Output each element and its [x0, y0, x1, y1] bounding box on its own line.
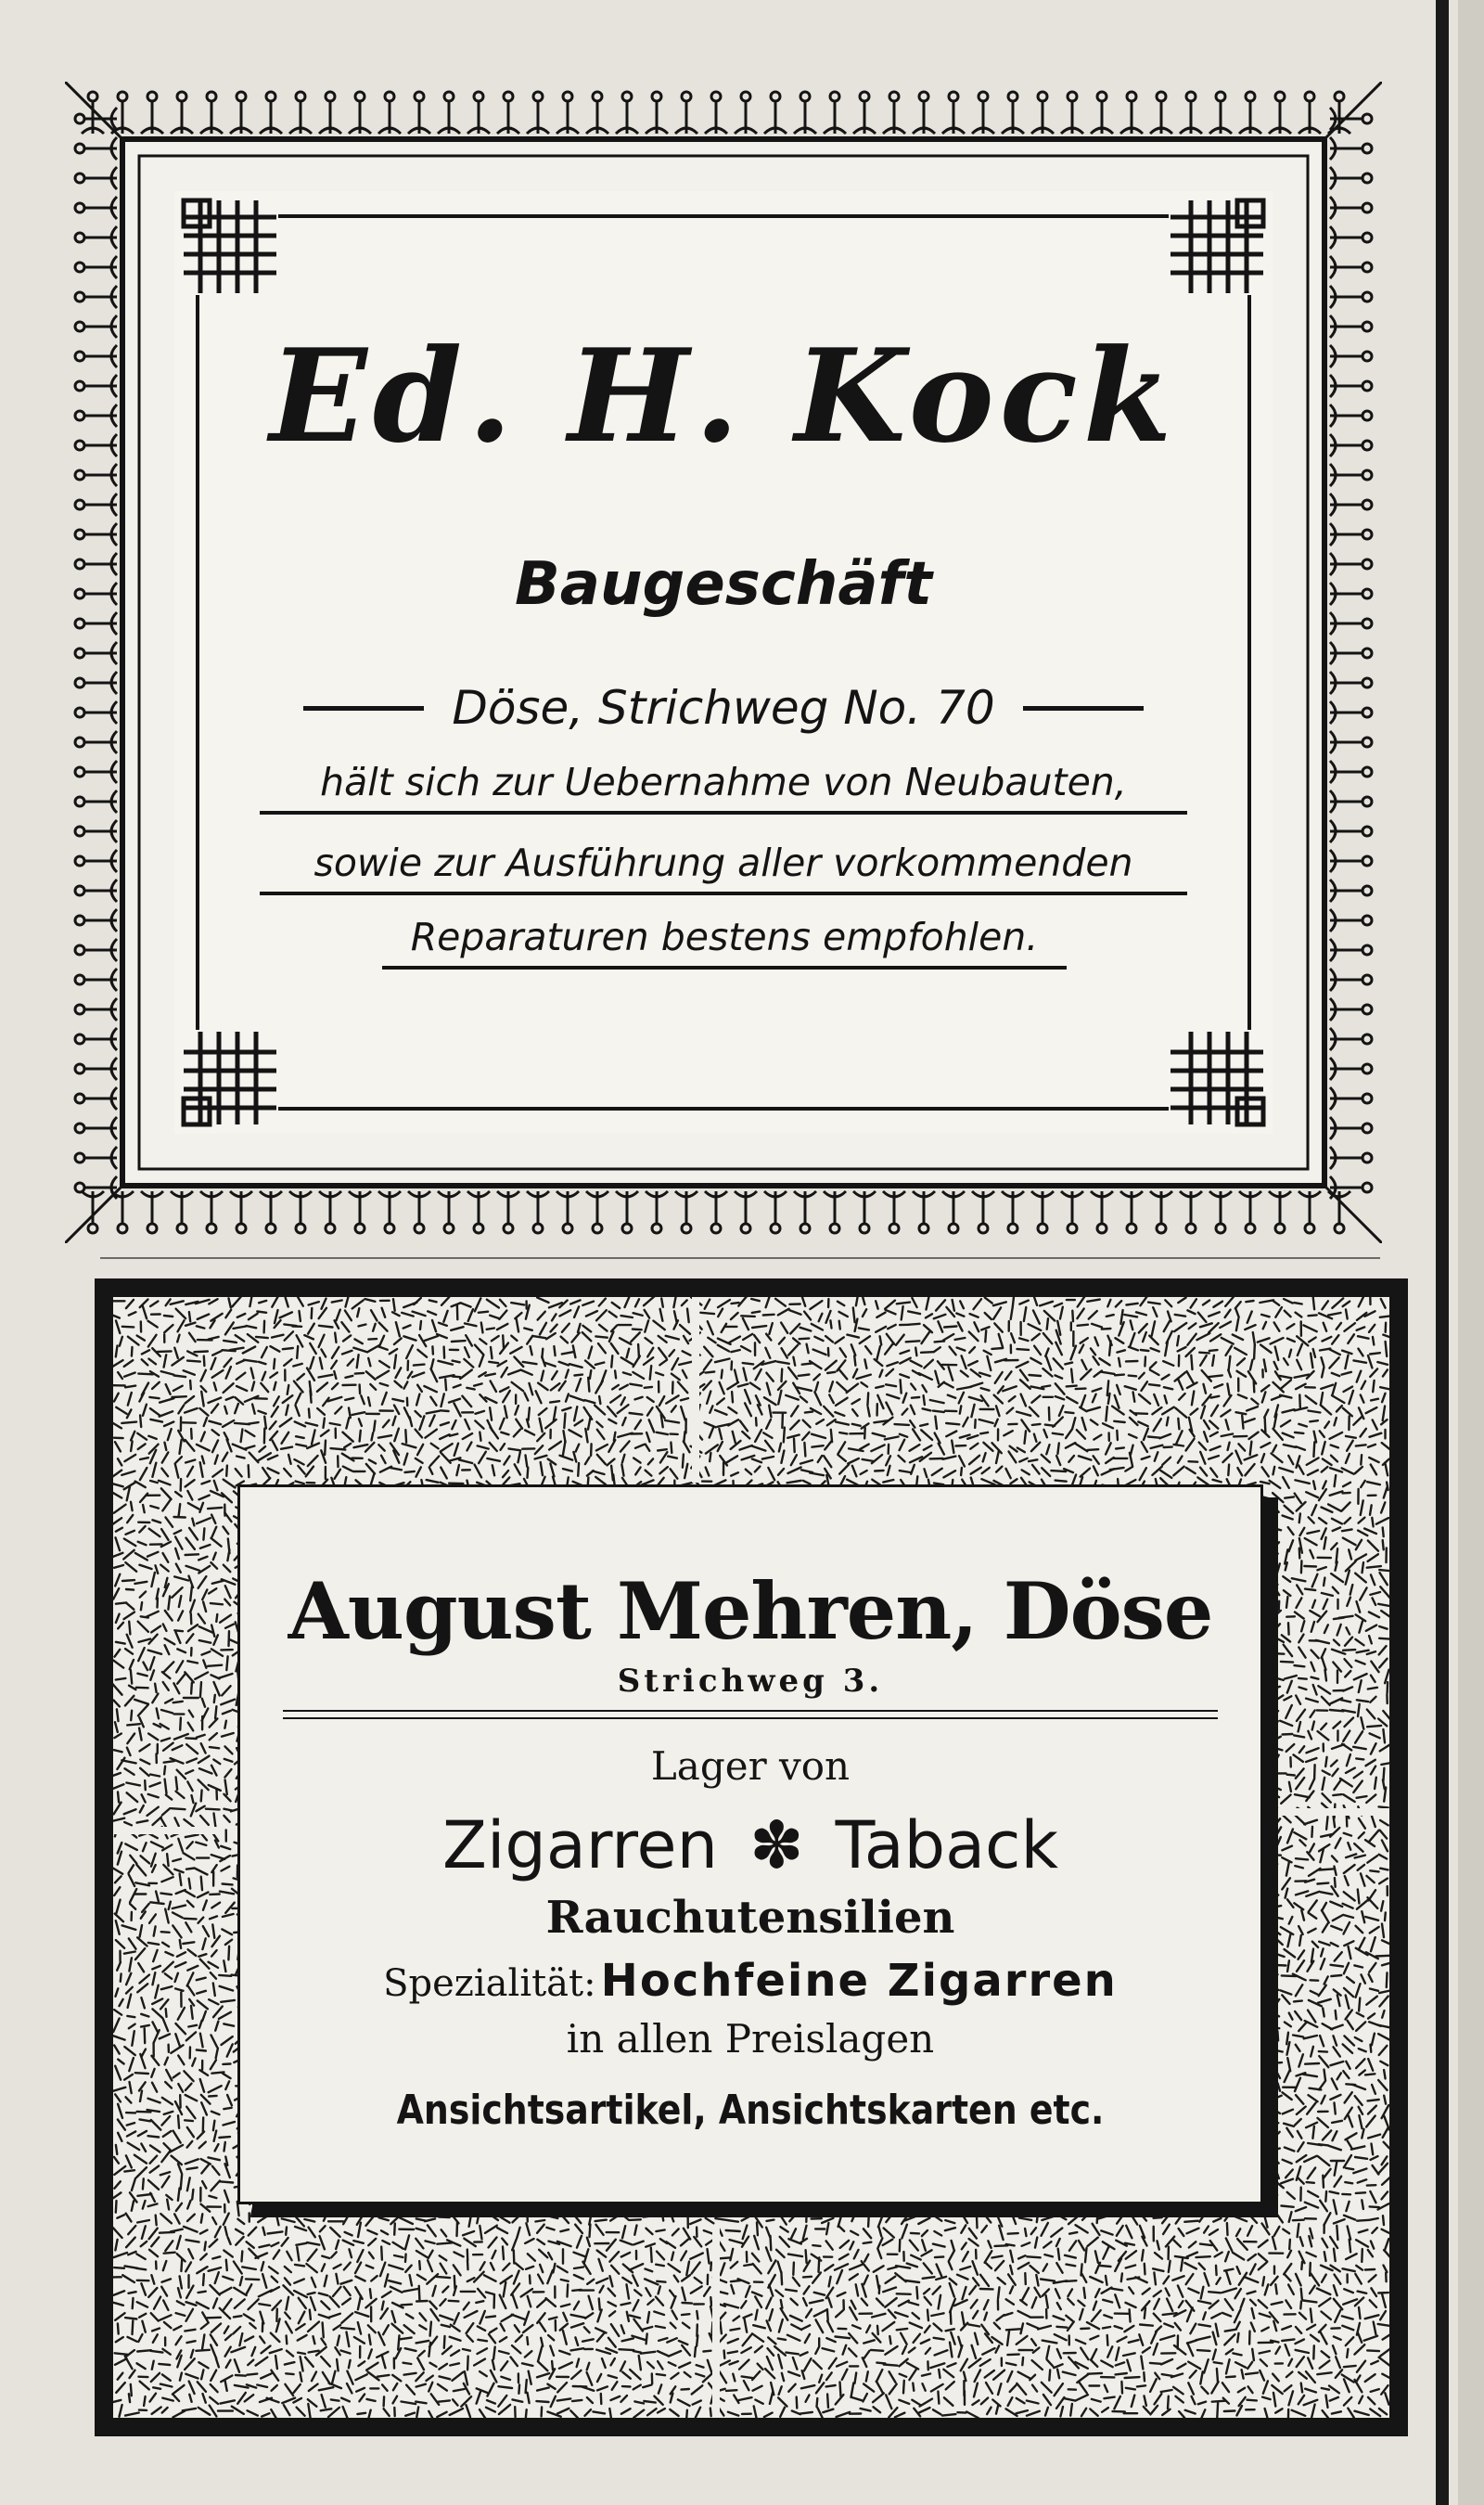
goods-tobacco: Taback — [835, 1807, 1059, 1883]
double-rule-top — [283, 1710, 1218, 1712]
mehren-postcards: Ansichtsartikel, Ansichtskarten etc. — [396, 2087, 1105, 2134]
left-dash — [303, 706, 424, 711]
mehren-utensils: Rauchutensilien — [545, 1892, 955, 1944]
specialty-value: Hochfeine Zigarren — [600, 1955, 1118, 2007]
kock-business-type: Baugeschäft — [515, 550, 932, 619]
double-rule-bottom — [283, 1717, 1218, 1719]
mehren-lager: Lager von — [650, 1743, 851, 1789]
kock-text-line-2: sowie zur Ausführung aller vorkommenden — [260, 844, 1187, 895]
kock-advertisement — [65, 82, 1382, 1243]
mehren-street: Strichweg 3. — [617, 1663, 884, 1700]
mehren-price-range: in allen Preislagen — [566, 2016, 935, 2062]
mehren-specialty — [240, 1955, 1260, 2007]
mehren-advertisement — [237, 1484, 1263, 2204]
specialty-label: Spezialität: — [383, 1962, 596, 2005]
ad-separator — [100, 1257, 1380, 1259]
kock-text-line-1: hält sich zur Uebernahme von Neubauten, — [260, 764, 1187, 815]
right-dash — [1023, 706, 1144, 711]
binding-edge — [1436, 0, 1449, 2505]
mehren-title: August Mehren, Döse — [288, 1565, 1213, 1657]
kock-address-row — [278, 675, 1169, 740]
kock-text-line-3: Reparaturen bestens empfohlen. — [382, 918, 1067, 970]
mehren-goods — [240, 1808, 1260, 1882]
kock-address: Döse, Strichweg No. 70 — [452, 681, 995, 735]
asterisk-ornament-icon: ✽ — [748, 1807, 804, 1883]
kock-company-name: Ed. H. Kock — [269, 320, 1178, 471]
page-margin — [1458, 0, 1484, 2505]
goods-cigars: Zigarren — [441, 1807, 718, 1883]
